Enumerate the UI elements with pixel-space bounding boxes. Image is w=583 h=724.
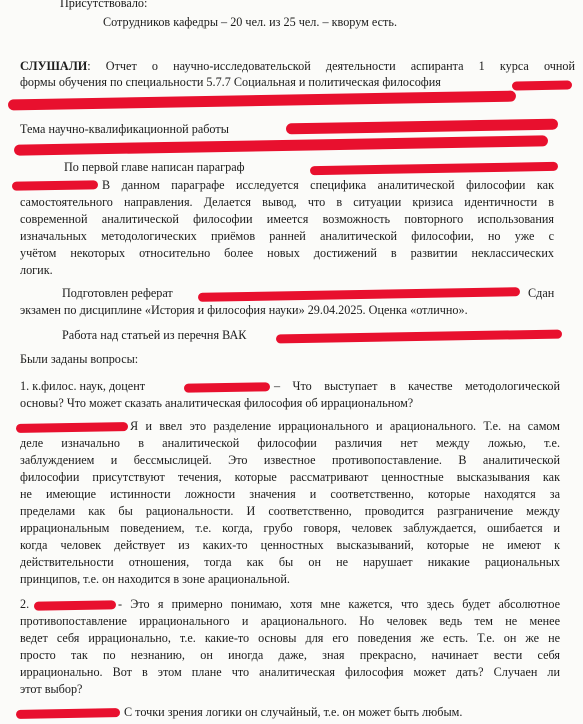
- essay-line-1b: Сдан: [528, 286, 555, 300]
- redaction-bar: [12, 180, 98, 190]
- redaction-bar: [14, 135, 548, 155]
- redaction-bar: [198, 287, 520, 302]
- present-label: Присутствовало:: [60, 0, 148, 10]
- a1-line-8: когда человек действует из каких-то ценностных высказываний, которые не имеют к: [20, 538, 560, 552]
- q1-line-1b: – Что выступает в качестве методологической: [274, 379, 560, 393]
- chapter-line-1: По первой главе написан параграф: [64, 160, 245, 174]
- heard-text-1: : Отчет о научно-исследовательской деятельности аспиранта 1 курса очной: [87, 59, 575, 73]
- heard-label: СЛУШАЛИ: [20, 59, 88, 73]
- chapter-line-6: учётом некоторых относительно более новых достижений в развитии неклассических: [20, 246, 554, 260]
- chapter-line-7: логик.: [20, 263, 53, 277]
- staff-line: Сотрудников кафедры – 20 чел. из 25 чел. – кворум есть.: [103, 15, 397, 29]
- chapter-line-2: В данном параграфе исследуется специфика аналитической философии как: [102, 178, 554, 192]
- a1-line-1: Я и ввел это разделение иррационального и арационального. Т.е. на самом: [130, 419, 560, 433]
- article-line: Работа над статьей из перечня ВАК: [62, 328, 247, 342]
- a1-line-9: действительности отношения, тогда как бы он не нарушает никакие рациональных: [20, 555, 560, 569]
- q1-line-1a: 1. к.филос. наук, доцент: [20, 379, 146, 393]
- a1-line-3: заблуждением и бессмыслицей. Это известное противопоставление. В аналитической: [20, 453, 560, 467]
- a1-line-10: принципов, т.е. он находится в зоне арациональной.: [20, 572, 290, 586]
- essay-line-1a: Подготовлен реферат: [62, 286, 173, 300]
- a1-line-5: не имеющие истинности ложности значения и соответственно, которые находятся за: [20, 487, 560, 501]
- redaction-bar: [16, 708, 120, 719]
- redaction-bar: [184, 382, 270, 392]
- q2-line-1b: - Это я примерно понимаю, хотя мне кажется, что здесь будет абсолютное: [118, 597, 560, 611]
- a1-line-7: иррациональным поведением, т.е. когда, грубо говоря, человек заблуждается, ошибается и: [20, 521, 560, 535]
- q2-line-3: ведет себя иррационально, т.е. какие-то основы для его поведения же есть. Т.е. он же не: [20, 631, 560, 645]
- redaction-bar: [310, 162, 558, 175]
- chapter-line-4: современной аналитической философии имеется возможность повторного использования: [20, 212, 554, 226]
- q1-line-2: основы? Что может сказать аналитическая философия об иррациональном?: [20, 396, 414, 410]
- a1-line-2: деле изначально в аналитической философии различия нет между ложью, т.е.: [20, 436, 560, 450]
- q2-line-2: противопоставление иррационального и арационального. Но человек ведь тем не менее: [20, 614, 560, 628]
- questions-label: Были заданы вопросы:: [20, 352, 139, 366]
- topic-label: Тема научно-квалификационной работы: [20, 122, 229, 136]
- q2-line-6: этот выбор?: [20, 682, 83, 696]
- heard-line-2: формы обучения по специальности 5.7.7 Социальная и политическая философия: [20, 75, 441, 89]
- a2-line: С точки зрения логики он случайный, т.е. он может быть любым.: [124, 705, 463, 719]
- redaction-bar: [16, 422, 128, 433]
- essay-line-2: экзамен по дисциплине «История и философия науки» 29.04.2025. Оценка «отлично».: [20, 303, 468, 317]
- heard-line-1: [20, 58, 575, 74]
- redaction-bar: [512, 80, 572, 90]
- q2-line-4: просто так по незнанию, он иногда даже, зная прекрасно, начинает вести себя: [20, 648, 560, 662]
- a1-line-4: философии присутствуют течения, которые рассматривают ценностные высказывания как: [20, 470, 560, 484]
- chapter-line-5: изначальных методологических приёмов ранней аналитической философии, но уже с: [20, 229, 554, 243]
- q2-line-1a: 2.: [20, 597, 30, 611]
- redaction-bar: [276, 330, 562, 344]
- redaction-bar: [286, 119, 558, 135]
- a1-line-6: пределами как бы рациональности. И соответственно, проводится разграничение между: [20, 504, 560, 518]
- q2-line-5: иррационально. Вот в этом плане что аналитическая философия может дать? Случаен ли: [20, 665, 560, 679]
- redaction-bar: [8, 91, 516, 111]
- chapter-line-3: самостоятельного направления. Делается вывод, что в ситуации кризиса идентичности в: [20, 195, 554, 209]
- redaction-bar: [34, 600, 116, 610]
